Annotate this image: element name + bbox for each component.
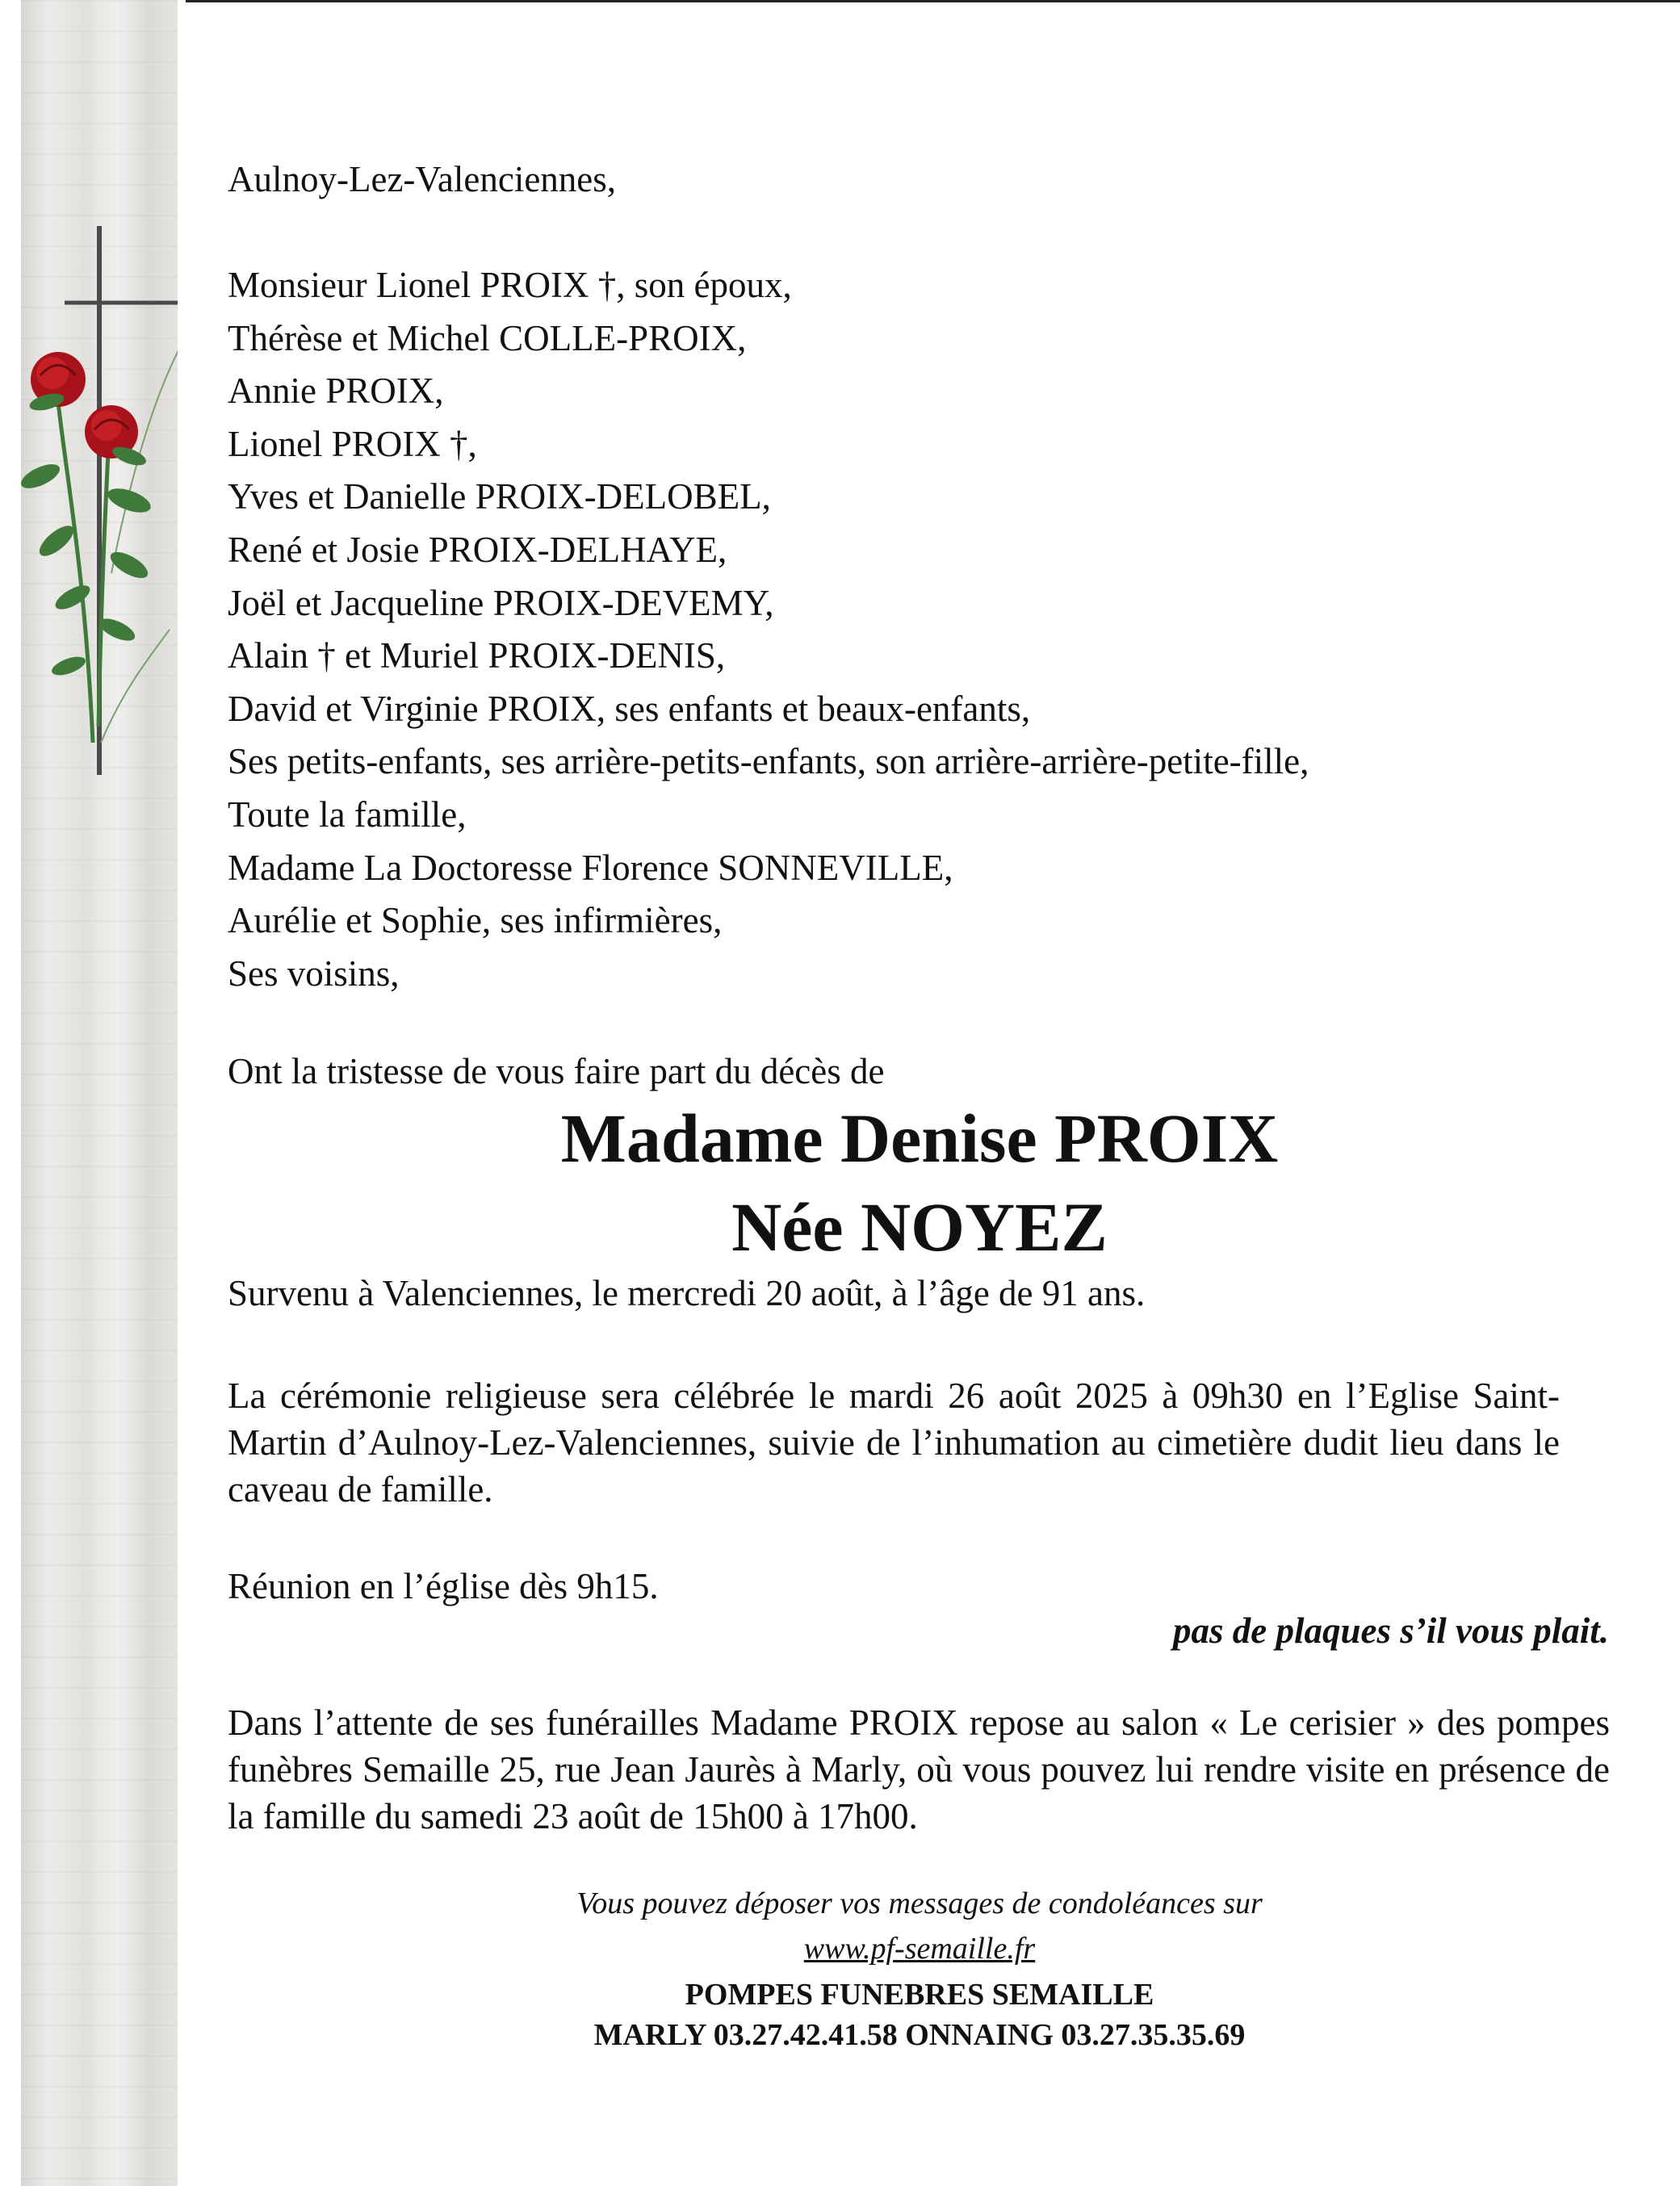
family-line: Annie PROIX, <box>228 371 444 412</box>
company-phones: MARLY 03.27.42.41.58 ONNAING 03.27.35.35.69 <box>593 2018 1246 2052</box>
death-details: Survenu à Valenciennes, le mercredi 20 août, à l’âge de 91 ans. <box>228 1273 1146 1313</box>
maiden-name: Née NOYEZ <box>731 1188 1108 1266</box>
family-line: Madame La Doctoresse Florence SONNEVILLE, <box>228 847 953 888</box>
reunion-line: Réunion en l’église dès 9h15. <box>228 1566 659 1606</box>
no-plaques-note: pas de plaques s’il vous plait. <box>1172 1610 1609 1651</box>
family-line: Thérèse et Michel COLLE-PROIX, <box>228 317 747 358</box>
company-name: POMPES FUNEBRES SEMAILLE <box>685 1978 1154 2012</box>
family-line: Yves et Danielle PROIX-DELOBEL, <box>228 476 771 517</box>
family-line: Ses voisins, <box>228 953 400 994</box>
top-border-line <box>186 0 1680 2</box>
condolences-text: Vous pouvez déposer vos messages de condoléances sur <box>576 1887 1263 1920</box>
family-line: Aurélie et Sophie, ses infirmières, <box>228 900 723 941</box>
family-line: Alain † et Muriel PROIX-DENIS, <box>228 635 726 676</box>
place-line: Aulnoy-Lez-Valenciennes, <box>228 159 617 199</box>
family-line: Ses petits-enfants, ses arrière-petits-enfants, son arrière-arrière-petite-fille, <box>228 741 1309 782</box>
deceased-name: Madame Denise PROIX <box>560 1099 1279 1177</box>
cross-and-roses-decoration <box>8 226 178 791</box>
family-line: David et Virginie PROIX, ses enfants et beaux-enfants, <box>228 688 1031 729</box>
family-line: René et Josie PROIX-DELHAYE, <box>228 529 727 570</box>
family-list <box>228 259 1309 1000</box>
family-line: Monsieur Lionel PROIX †, son époux, <box>228 265 792 305</box>
website-link[interactable]: www.pf-semaille.fr <box>803 1932 1036 1966</box>
family-line: Joël et Jacqueline PROIX-DEVEMY, <box>228 582 774 623</box>
ceremony-paragraph: La cérémonie religieuse sera célébrée le mardi 26 août 2025 à 09h30 en l’Eglise Saint-Martin d’Aulnoy-Lez-Valenciennes, suivie de l’inhumation au cimetière dudit lieu dans le caveau de famille. <box>228 1376 1560 1510</box>
intro-line: Ont la tristesse de vous faire part du décès de <box>228 1051 885 1091</box>
family-line: Toute la famille, <box>228 794 467 835</box>
salon-paragraph: Dans l’attente de ses funérailles Madame PROIX repose au salon « Le cerisier » des pompes funèbres Semaille 25, rue Jean Jaurès à Marly, où vous pouvez lui rendre visite en présence de la famille du samedi 23 août de 15h00 à 17h00. <box>228 1702 1610 1836</box>
family-line: Lionel PROIX †, <box>228 423 477 464</box>
